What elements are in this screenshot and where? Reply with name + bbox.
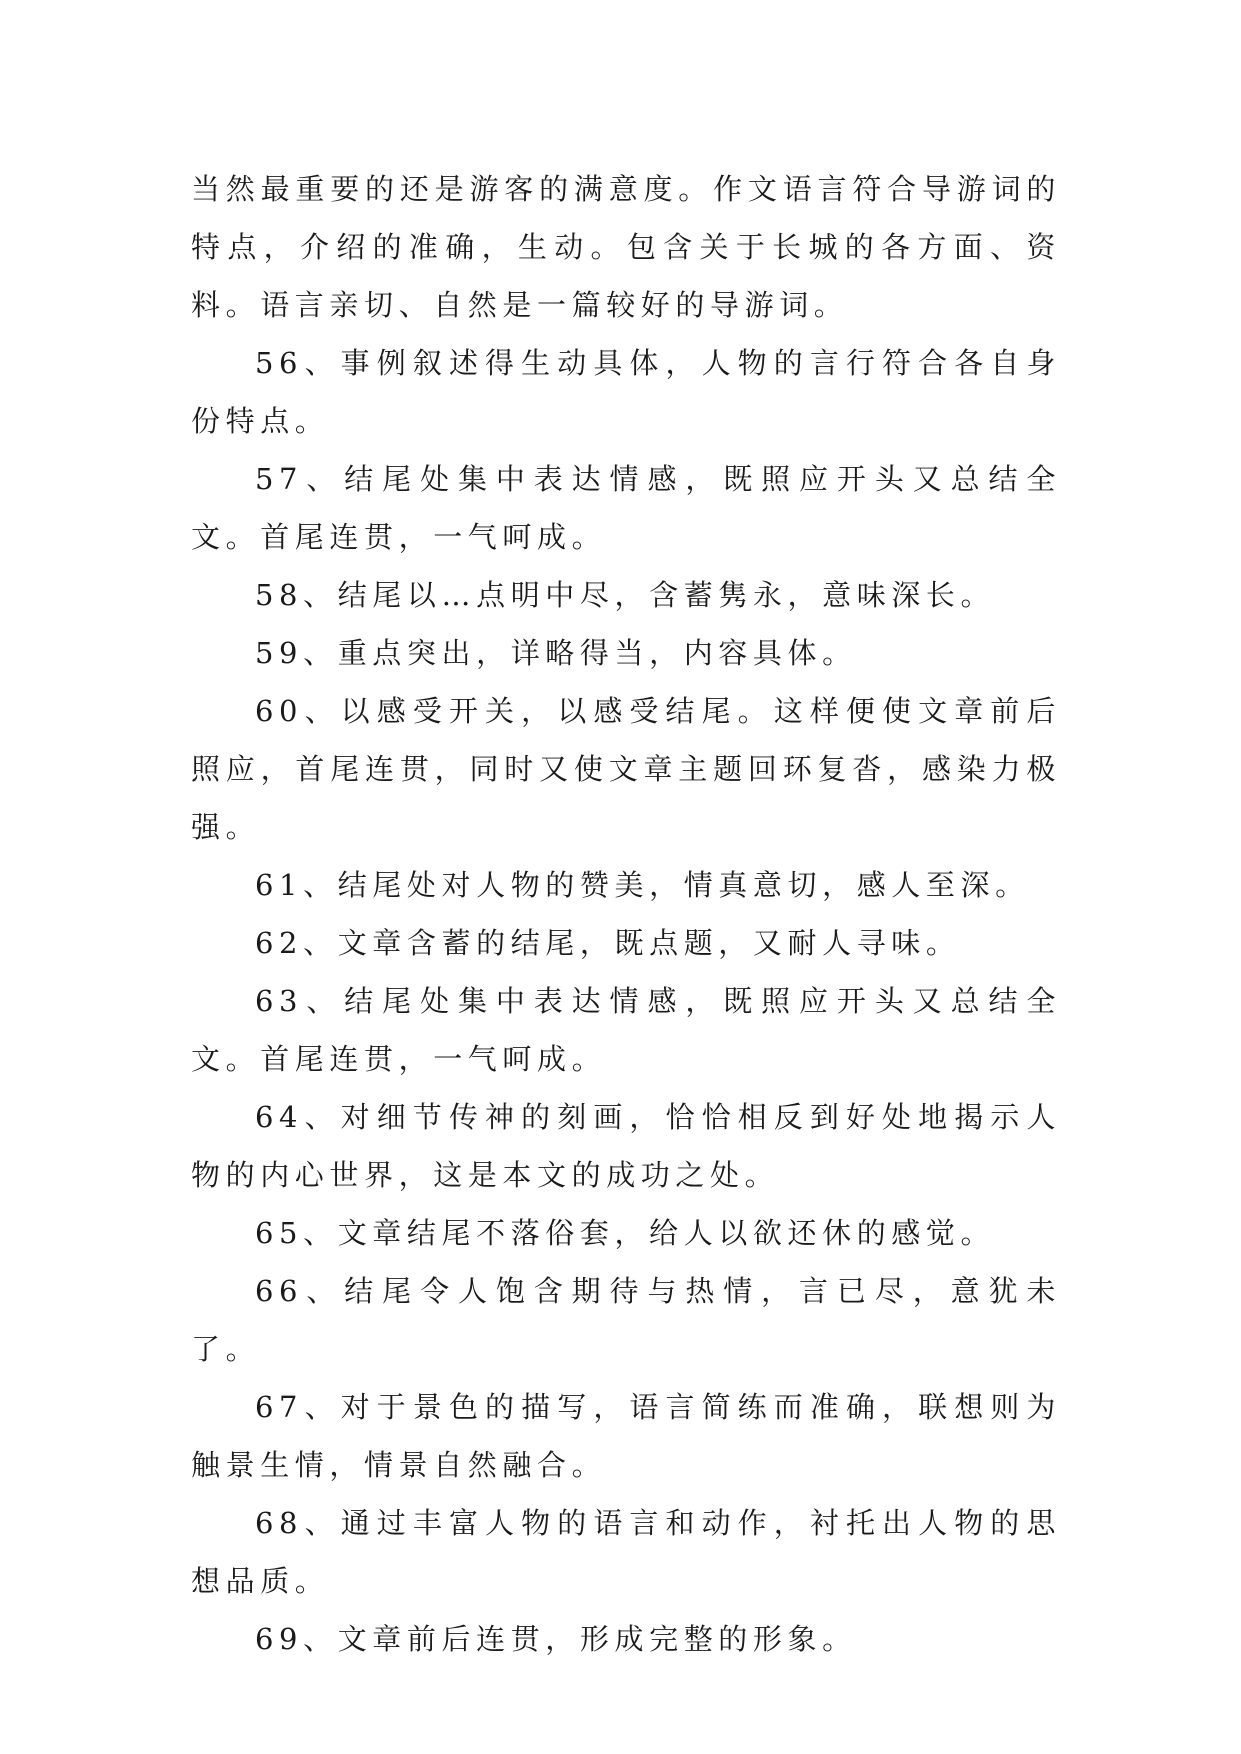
paragraph-61: 61、结尾处对人物的赞美，情真意切，感人至深。 <box>255 868 1030 902</box>
paragraph-68: 68、通过丰富人物的语言和动作，衬托出人物的思想品质。 <box>191 1506 1061 1598</box>
paragraph-56: 56、事例叙述得生动具体，人物的言行符合各自身份特点。 <box>191 346 1061 438</box>
document-page <box>191 160 1061 1668</box>
paragraph-57: 57、结尾处集中表达情感，既照应开头又总结全文。首尾连贯，一气呵成。 <box>191 462 1061 554</box>
paragraph-69: 69、文章前后连贯，形成完整的形象。 <box>255 1622 857 1656</box>
paragraph-59: 59、重点突出，详略得当，内容具体。 <box>255 636 857 670</box>
paragraph-65: 65、文章结尾不落俗套，给人以欲还休的感觉。 <box>255 1216 996 1250</box>
paragraph-64: 64、对细节传神的刻画，恰恰相反到好处地揭示人物的内心世界，这是本文的成功之处。 <box>191 1100 1061 1192</box>
paragraph-intro: 当然最重要的还是游客的满意度。作文语言符合导游词的特点，介绍的准确，生动。包含关于长城的各方面、资料。语言亲切、自然是一篇较好的导游词。 <box>191 172 1061 322</box>
paragraph-63: 63、结尾处集中表达情感，既照应开头又总结全文。首尾连贯，一气呵成。 <box>191 984 1061 1076</box>
paragraph-58: 58、结尾以…点明中尽，含蓄隽永，意味深长。 <box>255 578 996 612</box>
paragraph-67: 67、对于景色的描写，语言简练而准确，联想则为触景生情，情景自然融合。 <box>191 1390 1061 1482</box>
paragraph-60: 60、以感受开关，以感受结尾。这样便使文章前后照应，首尾连贯，同时又使文章主题回环复沓，感染力极强。 <box>191 694 1061 844</box>
paragraph-62: 62、文章含蓄的结尾，既点题，又耐人寻味。 <box>255 926 961 960</box>
paragraph-66: 66、结尾令人饱含期待与热情，言已尽，意犹未了。 <box>191 1274 1061 1366</box>
